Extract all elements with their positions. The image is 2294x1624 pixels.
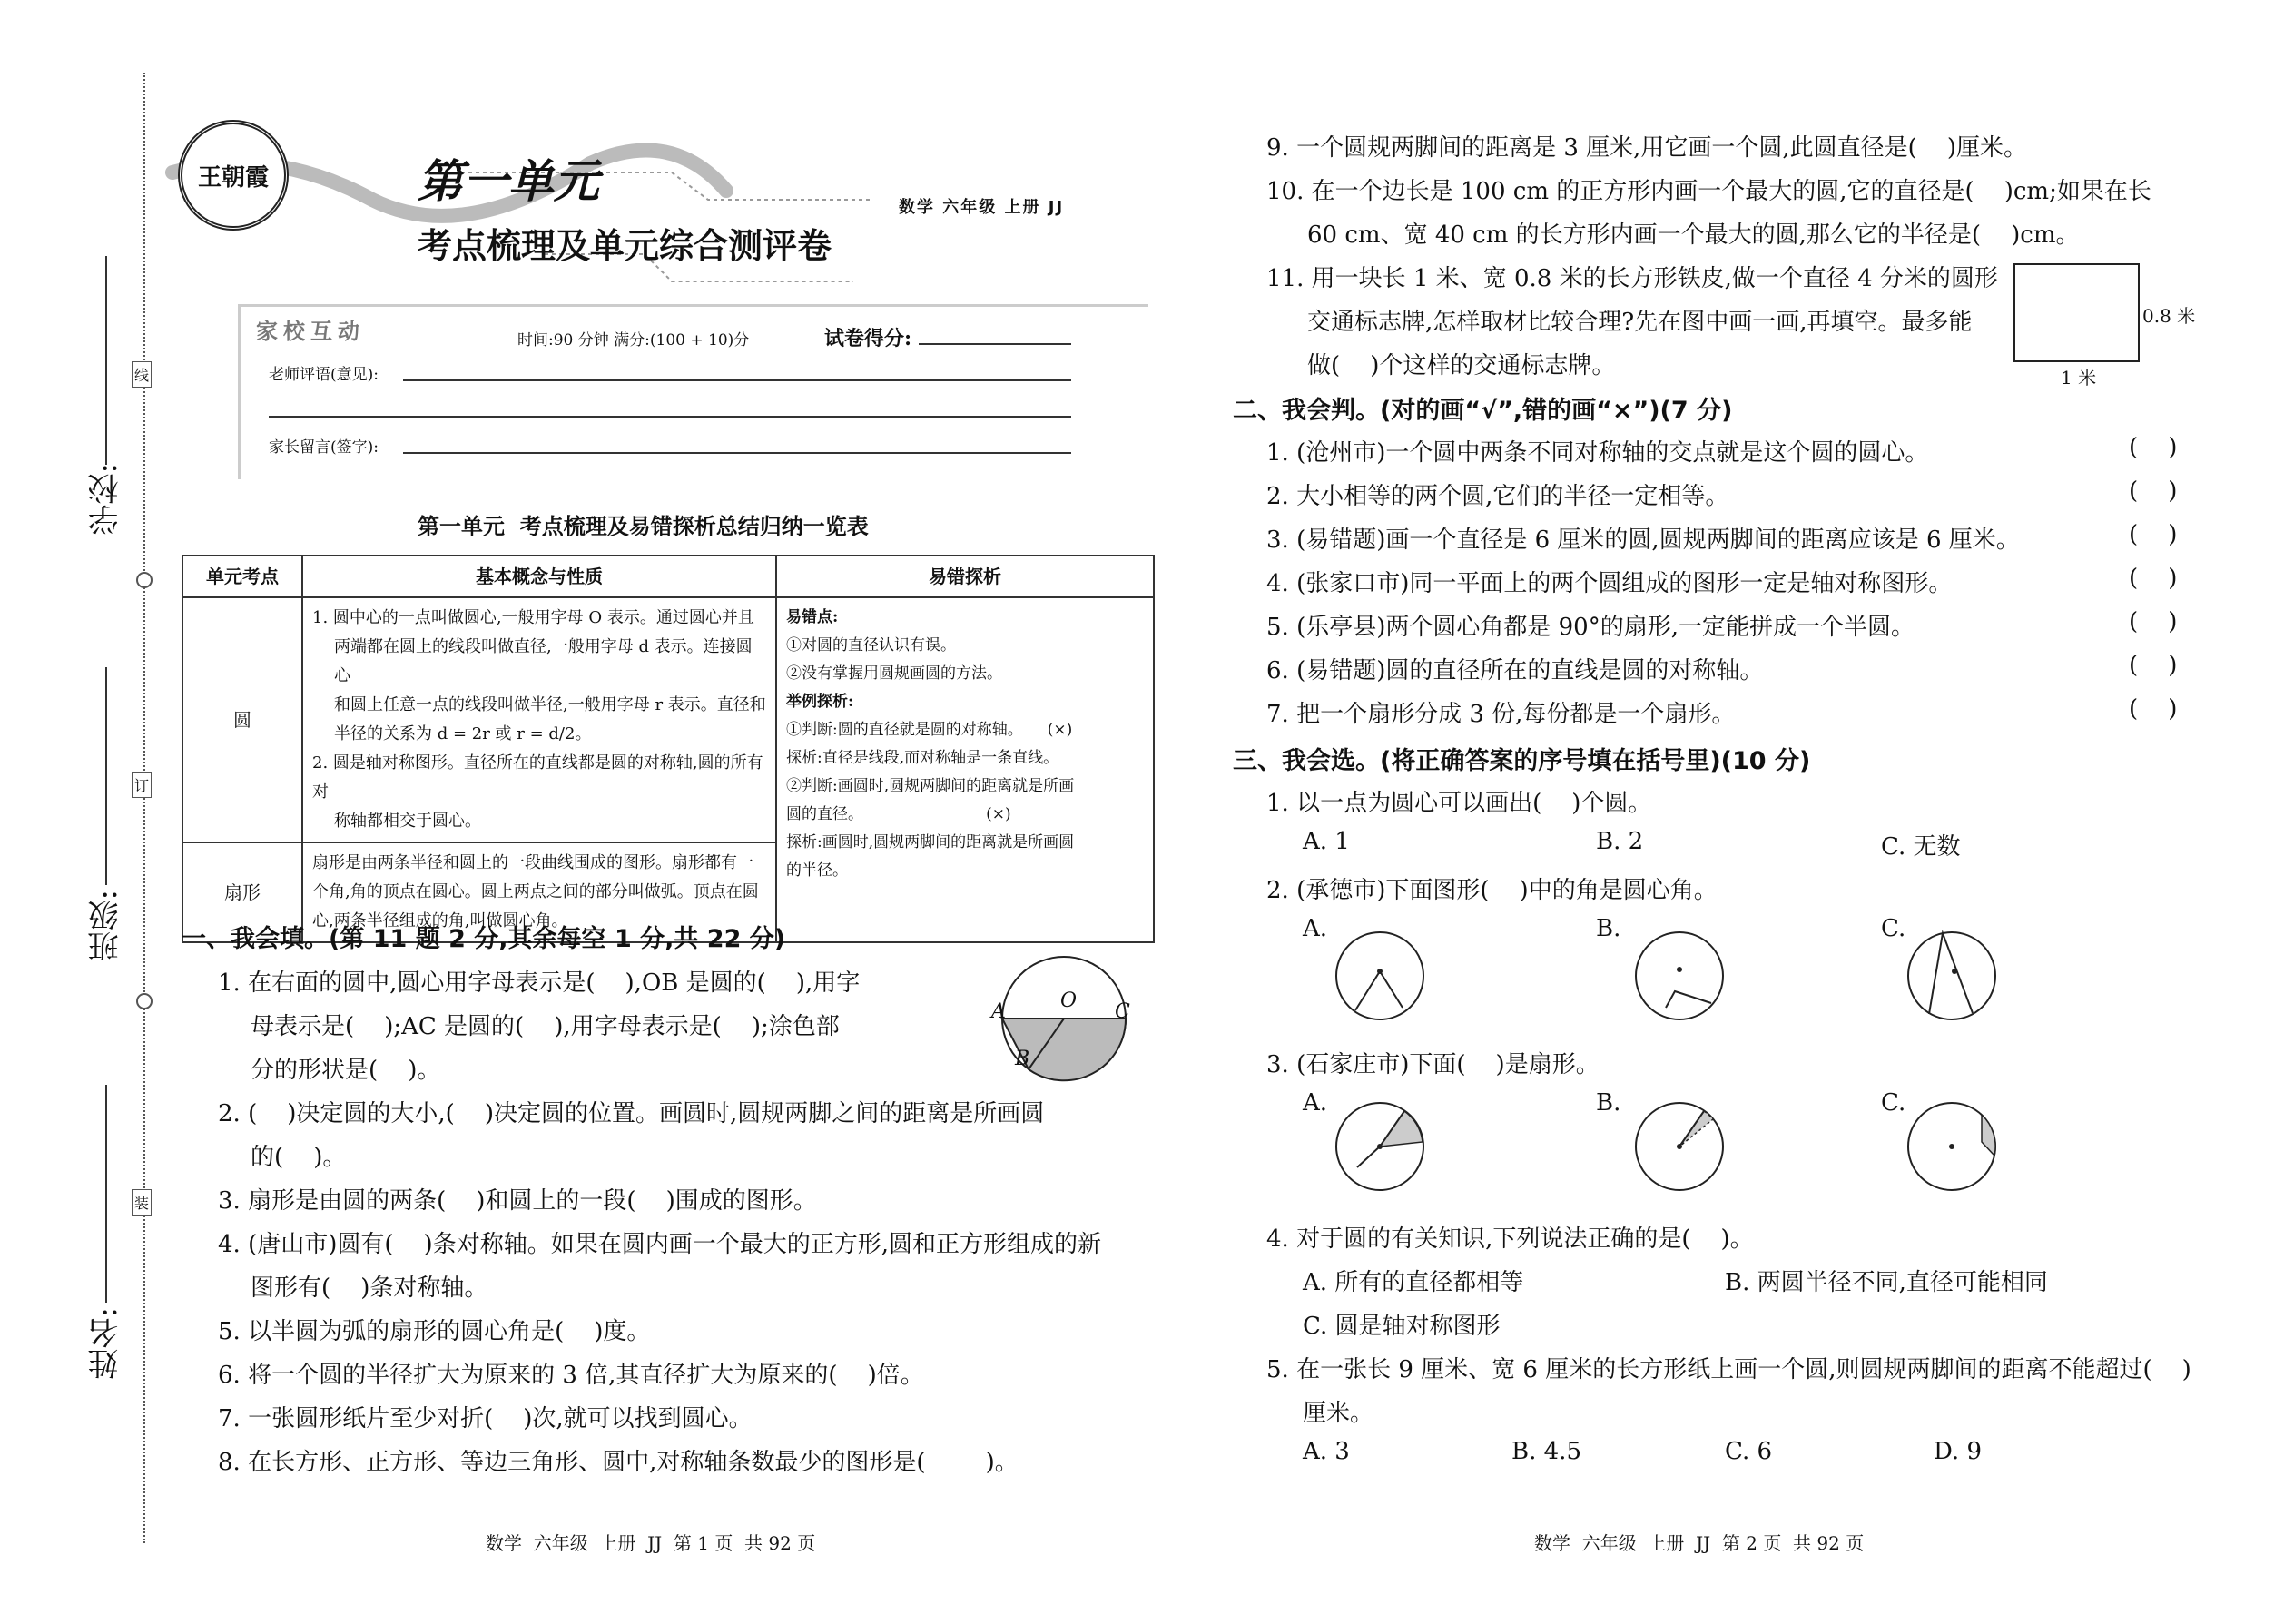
teacher-comment-field[interactable] — [403, 379, 1071, 381]
judge-answer-paren[interactable]: ( ) — [2129, 565, 2178, 592]
error-line: ①判断:圆的直径就是圆的对称轴。 (×) — [786, 721, 1073, 739]
binding-mark-zhuang: 装 — [132, 1189, 152, 1216]
error-line: 的半径。 — [786, 861, 848, 880]
judge-item: 4. (张家口市)同一平面上的两个圆组成的图形一定是轴对称图形。 — [1266, 570, 1953, 597]
judge-item: 6. (易错题)圆的直径所在的直线是圆的对称轴。 — [1266, 657, 1764, 684]
question-line: 做( )个这样的交通标志牌。 — [1307, 352, 1616, 379]
question-line: 分的形状是( )。 — [251, 1057, 441, 1084]
judge-item: 1. (沧州市)一个圆中两条不同对称轴的交点就是这个圆的圆心。 — [1266, 439, 1929, 467]
question-line: 5. 以半圆为弧的扇形的圆心角是( )度。 — [218, 1318, 651, 1345]
footer-left: 数学 六年级 上册 JJ 第 1 页 共 92 页 — [486, 1532, 816, 1554]
concept-line: 半径的关系为 d = 2r 或 r = d/2。 — [334, 724, 592, 743]
error-line: 易错点: — [786, 608, 839, 626]
error-line: ②没有掌握用圆规画圆的方法。 — [786, 664, 1002, 683]
book-tag: 数学 六年级 上册 JJ — [899, 198, 1065, 217]
family-tag: 家校互动 — [256, 319, 365, 344]
unit-title: 第一单元 — [418, 155, 599, 208]
angle-figure-b[interactable] — [1629, 926, 1729, 1026]
class-field[interactable] — [105, 667, 107, 885]
score-label: 试卷得分: — [824, 327, 912, 350]
topic-cell: 圆 — [182, 597, 302, 842]
table-header: 基本概念与性质 — [302, 556, 776, 597]
option-a[interactable]: A. 所有的直径都相等 — [1303, 1269, 1524, 1296]
error-line: 圆的直径。 (×) — [786, 805, 1011, 823]
question-line: 1. 在右面的圆中,圆心用字母表示是( ),OB 是圆的( ),用字 — [218, 969, 861, 997]
class-label: 班级: — [88, 890, 124, 962]
rect-length-label: 1 米 — [2061, 367, 2097, 389]
sheet-rectangle[interactable] — [2013, 263, 2140, 362]
judge-answer-paren[interactable]: ( ) — [2129, 652, 2178, 679]
topic-cell: 扇形 — [182, 842, 302, 942]
question-line: 1. 以一点为圆心可以画出( )个圆。 — [1266, 790, 1652, 817]
error-line: ②判断:画圆时,圆规两脚间的距离就是所画 — [786, 777, 1075, 795]
angle-figure-a[interactable] — [1330, 926, 1430, 1026]
question-line: 2. (承德市)下面图形( )中的角是圆心角。 — [1266, 877, 1718, 904]
question-line: 60 cm、宽 40 cm 的长方形内画一个最大的圆,那么它的半径是( )cm。 — [1307, 221, 2080, 249]
section-1-title: 一、我会填。(第 11 题 2 分,其余每空 1 分,共 22 分) — [182, 925, 786, 953]
question-line: 10. 在一个边长是 100 cm 的正方形内画一个最大的圆,它的直径是( )cm;如果在长 — [1266, 178, 2151, 205]
question-line: 8. 在长方形、正方形、等边三角形、圆中,对称轴条数最少的图形是( )。 — [218, 1449, 1019, 1476]
teacher-comment-field-2[interactable] — [269, 416, 1071, 418]
question-line: 4. 对于圆的有关知识,下列说法正确的是( )。 — [1266, 1225, 1754, 1253]
table-row — [182, 597, 1154, 842]
option-b[interactable]: B. 2 — [1596, 828, 1644, 855]
name-field[interactable] — [105, 1085, 107, 1303]
fig-option-b[interactable]: B. — [1596, 915, 1621, 942]
option-a[interactable]: A. 1 — [1303, 828, 1350, 855]
concept-line: 两端都在圆上的线段叫做直径,一般用字母 d 表示。连接圆心 — [334, 637, 753, 685]
judge-item: 2. 大小相等的两个圆,它们的半径一定相等。 — [1266, 483, 1729, 510]
angle-figure-c[interactable] — [1902, 926, 2002, 1026]
sector-figure-b[interactable] — [1629, 1097, 1729, 1196]
question-line: 6. 将一个圆的半径扩大为原来的 3 倍,其直径扩大为原来的( )倍。 — [218, 1362, 924, 1389]
concept-line: 个角,角的顶点在圆心。圆上两点之间的部分叫做弧。顶点在圆 — [312, 882, 759, 901]
name-label: 姓名: — [88, 1307, 124, 1380]
parent-comment-field[interactable] — [403, 452, 1071, 454]
concept-line: 扇形是由两条半径和圆上的一段曲线围成的图形。扇形都有一 — [312, 853, 753, 872]
question-line: 图形有( )条对称轴。 — [251, 1275, 488, 1302]
parent-comment-label: 家长留言(签字): — [269, 438, 379, 457]
fig-option-a[interactable]: A. — [1303, 915, 1328, 942]
question-line: 9. 一个圆规两脚间的距离是 3 厘米,用它画一个圆,此圆直径是( )厘米。 — [1266, 134, 2028, 162]
binding-hole-icon — [136, 993, 153, 1009]
school-field[interactable] — [105, 256, 107, 465]
error-cell — [776, 597, 1154, 942]
sector-figure-c[interactable] — [1902, 1097, 2002, 1196]
fig-option-b[interactable]: B. — [1596, 1089, 1621, 1117]
rect-width-label: 0.8 米 — [2142, 305, 2196, 327]
judge-item: 5. (乐亭县)两个圆心角都是 90°的扇形,一定能拼成一个半圆。 — [1266, 614, 1915, 641]
school-label: 学校: — [88, 463, 124, 536]
option-b[interactable]: B. 4.5 — [1511, 1438, 1581, 1465]
page-subtitle: 考点梳理及单元综合测评卷 — [418, 225, 832, 266]
footer-right: 数学 六年级 上册 JJ 第 2 页 共 92 页 — [1534, 1532, 1865, 1554]
summary-table — [182, 555, 1155, 943]
judge-item: 3. (易错题)画一个直径是 6 厘米的圆,圆规两脚间的距离应该是 6 厘米。 — [1266, 527, 2020, 554]
question-line: 3. 扇形是由圆的两条( )和圆上的一段( )围成的图形。 — [218, 1187, 817, 1215]
question-line: 厘米。 — [1303, 1400, 1374, 1427]
question-line: 11. 用一块长 1 米、宽 0.8 米的长方形铁皮,做一个直径 4 分米的圆形 — [1266, 265, 1998, 292]
score-field[interactable] — [919, 343, 1071, 345]
judge-answer-paren[interactable]: ( ) — [2129, 608, 2178, 635]
section-3-title: 三、我会选。(将正确答案的序号填在括号里)(10 分) — [1233, 747, 1811, 775]
point-label-a: A — [991, 1000, 1006, 1023]
table-header: 易错探析 — [776, 556, 1154, 597]
option-d[interactable]: D. 9 — [1934, 1438, 1982, 1465]
concept-line: 和圆上任意一点的线段叫做半径,一般用字母 r 表示。直径和 — [334, 695, 766, 714]
question-line: 4. (唐山市)圆有( )条对称轴。如果在圆内画一个最大的正方形,圆和正方形组成的新 — [218, 1231, 1101, 1258]
question-line: 的( )。 — [251, 1144, 347, 1171]
concept-line: 心,两条半径组成的角,叫做圆心角。 — [312, 911, 568, 930]
question-line: 交通标志牌,怎样取材比较合理?先在图中画一画,再填空。最多能 — [1307, 309, 1973, 336]
question-line: 7. 一张圆形纸片至少对折( )次,就可以找到圆心。 — [218, 1405, 753, 1432]
point-label-c: C — [1115, 1000, 1130, 1023]
judge-answer-paren[interactable]: ( ) — [2129, 477, 2178, 505]
teacher-comment-label: 老师评语(意见): — [269, 366, 379, 384]
binding-hole-icon — [136, 572, 153, 588]
fig-option-c[interactable]: C. — [1881, 1089, 1906, 1117]
logo-seal-icon — [178, 120, 289, 231]
judge-answer-paren[interactable]: ( ) — [2129, 521, 2178, 548]
concept-line: 1. 圆中心的一点叫做圆心,一般用字母 O 表示。通过圆心并且 — [312, 608, 754, 627]
error-line: 探析:直径是线段,而对称轴是一条直线。 — [786, 749, 1059, 767]
table-header: 单元考点 — [182, 556, 302, 597]
option-c[interactable]: C. 圆是轴对称图形 — [1303, 1313, 1501, 1340]
error-line: 举例探析: — [786, 693, 854, 711]
judge-answer-paren[interactable]: ( ) — [2129, 695, 2178, 723]
concept-cell — [302, 597, 776, 842]
question-line: 5. 在一张长 9 厘米、宽 6 厘米的长方形纸上画一个圆,则圆规两脚间的距离不能超过( ) — [1266, 1356, 2191, 1383]
option-b[interactable]: B. 两圆半径不同,直径可能相同 — [1725, 1269, 2048, 1296]
binding-dotted-line — [143, 73, 145, 1543]
option-c[interactable]: C. 6 — [1725, 1438, 1773, 1465]
question-line: 3. (石家庄市)下面( )是扇形。 — [1266, 1051, 1600, 1078]
fig-option-c[interactable]: C. — [1881, 915, 1906, 942]
fig-option-a[interactable]: A. — [1303, 1089, 1328, 1117]
sector-figure-a[interactable] — [1330, 1097, 1430, 1196]
summary-title: 第一单元 考点梳理及易错探析总结归纳一览表 — [418, 514, 869, 539]
error-line: ①对圆的直径认识有误。 — [786, 636, 956, 655]
binding-mark-line: 线 — [132, 361, 152, 388]
option-c[interactable]: C. 无数 — [1881, 833, 1961, 861]
question-line: 2. ( )决定圆的大小,( )决定圆的位置。画圆时,圆规两脚之间的距离是所画圆 — [218, 1100, 1045, 1127]
point-label-o: O — [1060, 989, 1078, 1012]
logo-text: 王朝霞 — [197, 163, 269, 192]
option-a[interactable]: A. 3 — [1303, 1438, 1350, 1465]
judge-answer-paren[interactable]: ( ) — [2129, 434, 2178, 461]
point-label-b: B — [1015, 1048, 1030, 1070]
binding-mark-ding: 订 — [132, 772, 152, 798]
section-2-title: 二、我会判。(对的画“√”,错的画“×”)(7 分) — [1233, 397, 1733, 425]
question-line: 母表示是( );AC 是圆的( ),用字母表示是( );涂色部 — [251, 1013, 840, 1040]
concept-line: 称轴都相交于圆心。 — [334, 812, 481, 831]
error-line: 探析:画圆时,圆规两脚间的距离就是所画圆 — [786, 833, 1075, 851]
time-info: 时间:90 分钟 满分:(100 + 10)分 — [517, 331, 750, 349]
judge-item: 7. 把一个扇形分成 3 份,每份都是一个扇形。 — [1266, 701, 1736, 728]
concept-line: 2. 圆是轴对称图形。直径所在的直线都是圆的对称轴,圆的所有对 — [312, 753, 763, 802]
